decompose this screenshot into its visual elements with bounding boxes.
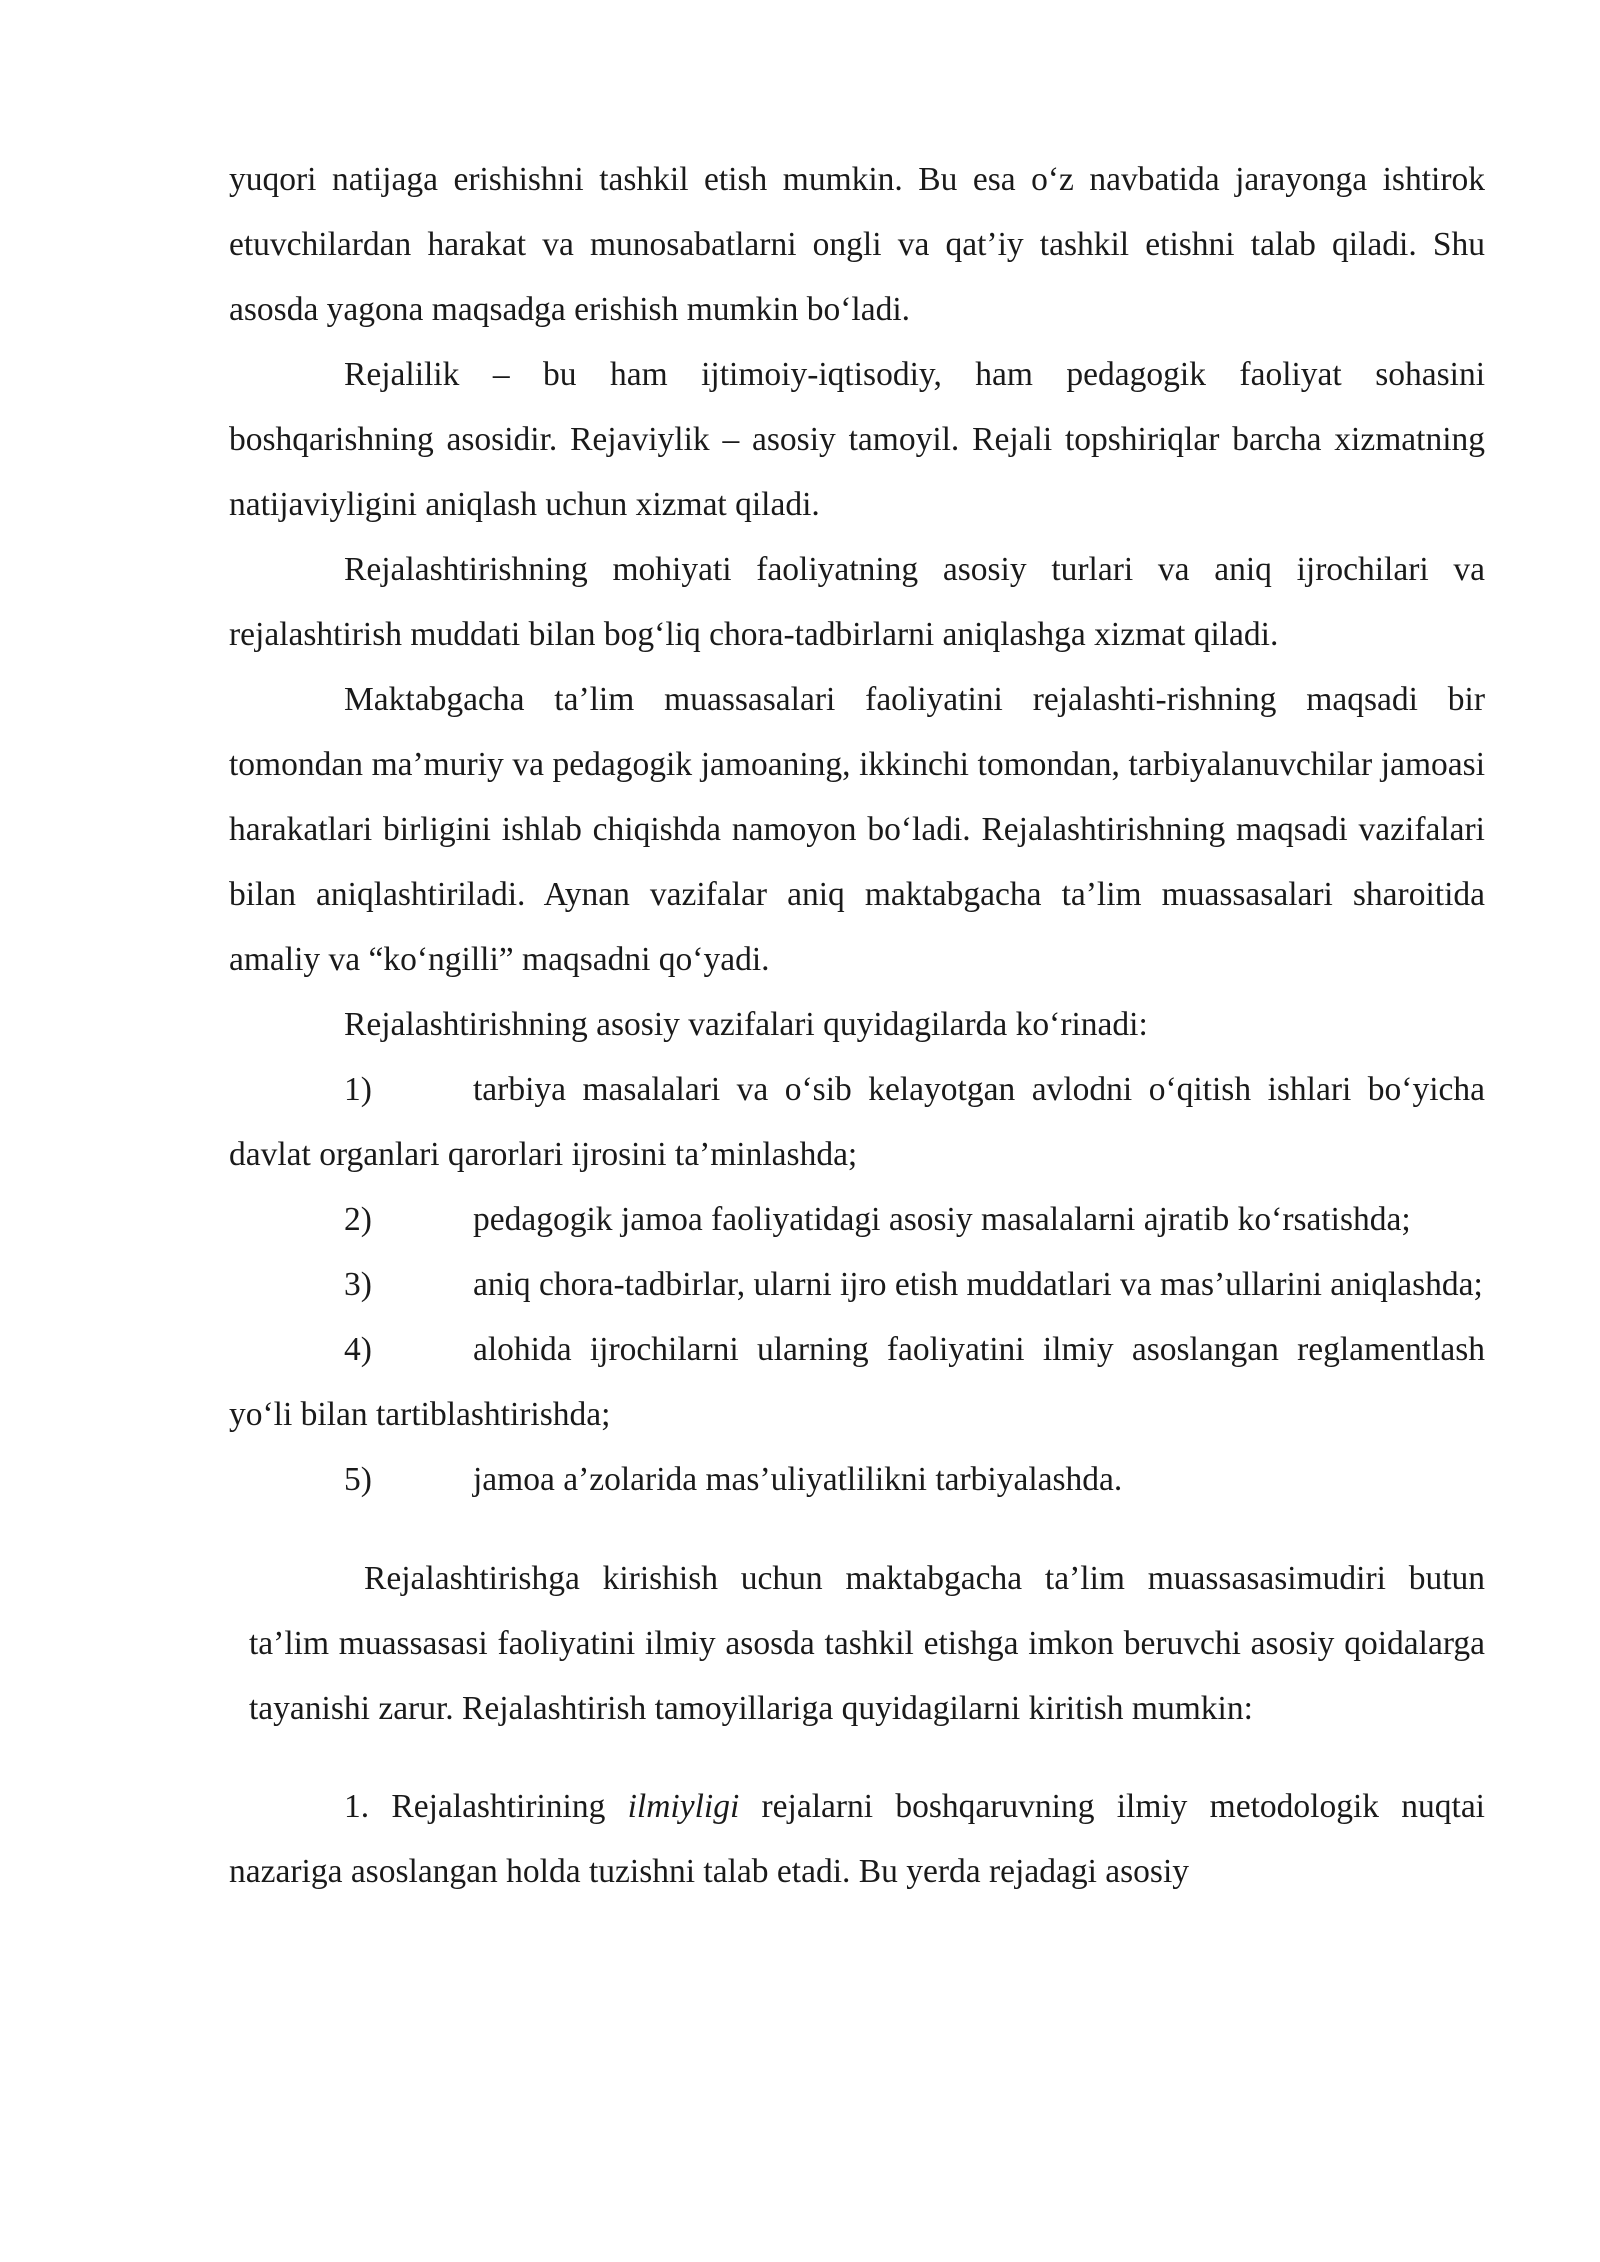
paragraph-continuation: yuqori natijaga erishishni tashkil etish mumkin. Bu esa o‘z navbatida jarayonga ishtirok etuvchilardan harakat va munosabatlarni ongli va qat’iy tashkil etishni talab qiladi. Shu asosda yagona maqsadga erishish mumkin bo‘ladi.	[229, 161, 1485, 328]
list-item	[229, 1317, 1485, 1447]
list-item-text: pedagogik jamoa faoliyatidagi asosiy masalalarni ajratib ko‘rsatishda;	[473, 1201, 1411, 1238]
list-item-number: 3)	[344, 1266, 372, 1303]
list-item-number: 5)	[344, 1461, 372, 1498]
tasks-list	[229, 1057, 1485, 1512]
list-item-number: 2)	[344, 1201, 372, 1238]
paragraph-ilmiylik	[229, 1774, 1485, 1904]
list-item-number: 1)	[344, 1071, 372, 1108]
ilmiylik-rest: rejalarni boshqaruvning ilmiy metodologik nuqtai nazariga asoslangan holda tuzishni talab etadi. Bu yerda rejadagi asosiy	[229, 1788, 1485, 1890]
list-item-text: aniq chora-tadbirlar, ularni ijro etish muddatlari va mas’ullarini aniqlashda;	[473, 1266, 1483, 1303]
list-item-number: 4)	[344, 1331, 372, 1368]
paragraph-mohiyat: Rejalashtirishning mohiyati faoliyatning asosiy turlari va aniq ijrochilari va rejalashtirish muddati bilan bog‘liq chora-tadbirlarni aniqlashga xizmat qiladi.	[229, 551, 1485, 653]
list-item	[229, 1252, 1485, 1317]
paragraph-tamoyillar: Rejalashtirishga kirishish uchun maktabgacha ta’lim muassasasimudiri butun ta’lim muassasasi faoliyatini ilmiy asosda tashkil etishga imkon beruvchi asosiy qoidalarga tayanishi zarur. Rejalashtirish tamoyillariga quyidagilarni kiritish mumkin:	[249, 1559, 1485, 1727]
list-item	[229, 1057, 1485, 1187]
list-item-text: jamoa a’zolarida mas’uliyatlilikni tarbiyalashda.	[473, 1461, 1123, 1498]
ilmiylik-emphasis: ilmiyligi	[627, 1788, 740, 1825]
ilmiylik-lead: 1. Rejalashtirining	[344, 1788, 628, 1825]
document-body	[229, 147, 1485, 1904]
list-item	[229, 1447, 1485, 1512]
paragraph-maqsad: Maktabgacha ta’lim muassasalari faoliyatini rejalashti-rishning maqsadi bir tomondan ma’muriy va pedagogik jamoaning, ikkinchi tomondan, tarbiyalanuvchilar jamoasi harakatlari birligini ishlab chiqishda namoyon bo‘ladi. Rejalashtirishning maqsadi vazifalari bilan aniqlashtiriladi. Aynan vazifalar aniq maktabgacha ta’lim muassasalari sharoitida amaliy va “ko‘ngilli” maqsadni qo‘yadi.	[229, 681, 1485, 978]
paragraph-rejalilik: Rejalilik – bu ham ijtimoiy-iqtisodiy, ham pedagogik faoliyat sohasini boshqarishning asosidir. Rejaviylik – asosiy tamoyil. Rejali topshiriqlar barcha xizmatning natijaviyligini aniqlash uchun xizmat qiladi.	[229, 356, 1485, 523]
list-item	[229, 1187, 1485, 1252]
list-item-text: alohida ijrochilarni ularning faoliyatini ilmiy asoslangan reglamentlash yo‘li bilan tartiblashtirishda;	[229, 1331, 1485, 1433]
paragraph-vazifalar-intro: Rejalashtirishning asosiy vazifalari quyidagilarda ko‘rinadi:	[344, 1006, 1148, 1043]
list-item-text: tarbiya masalalari va o‘sib kelayotgan avlodni o‘qitish ishlari bo‘yicha davlat organlari qarorlari ijrosini ta’minlashda;	[229, 1071, 1485, 1173]
